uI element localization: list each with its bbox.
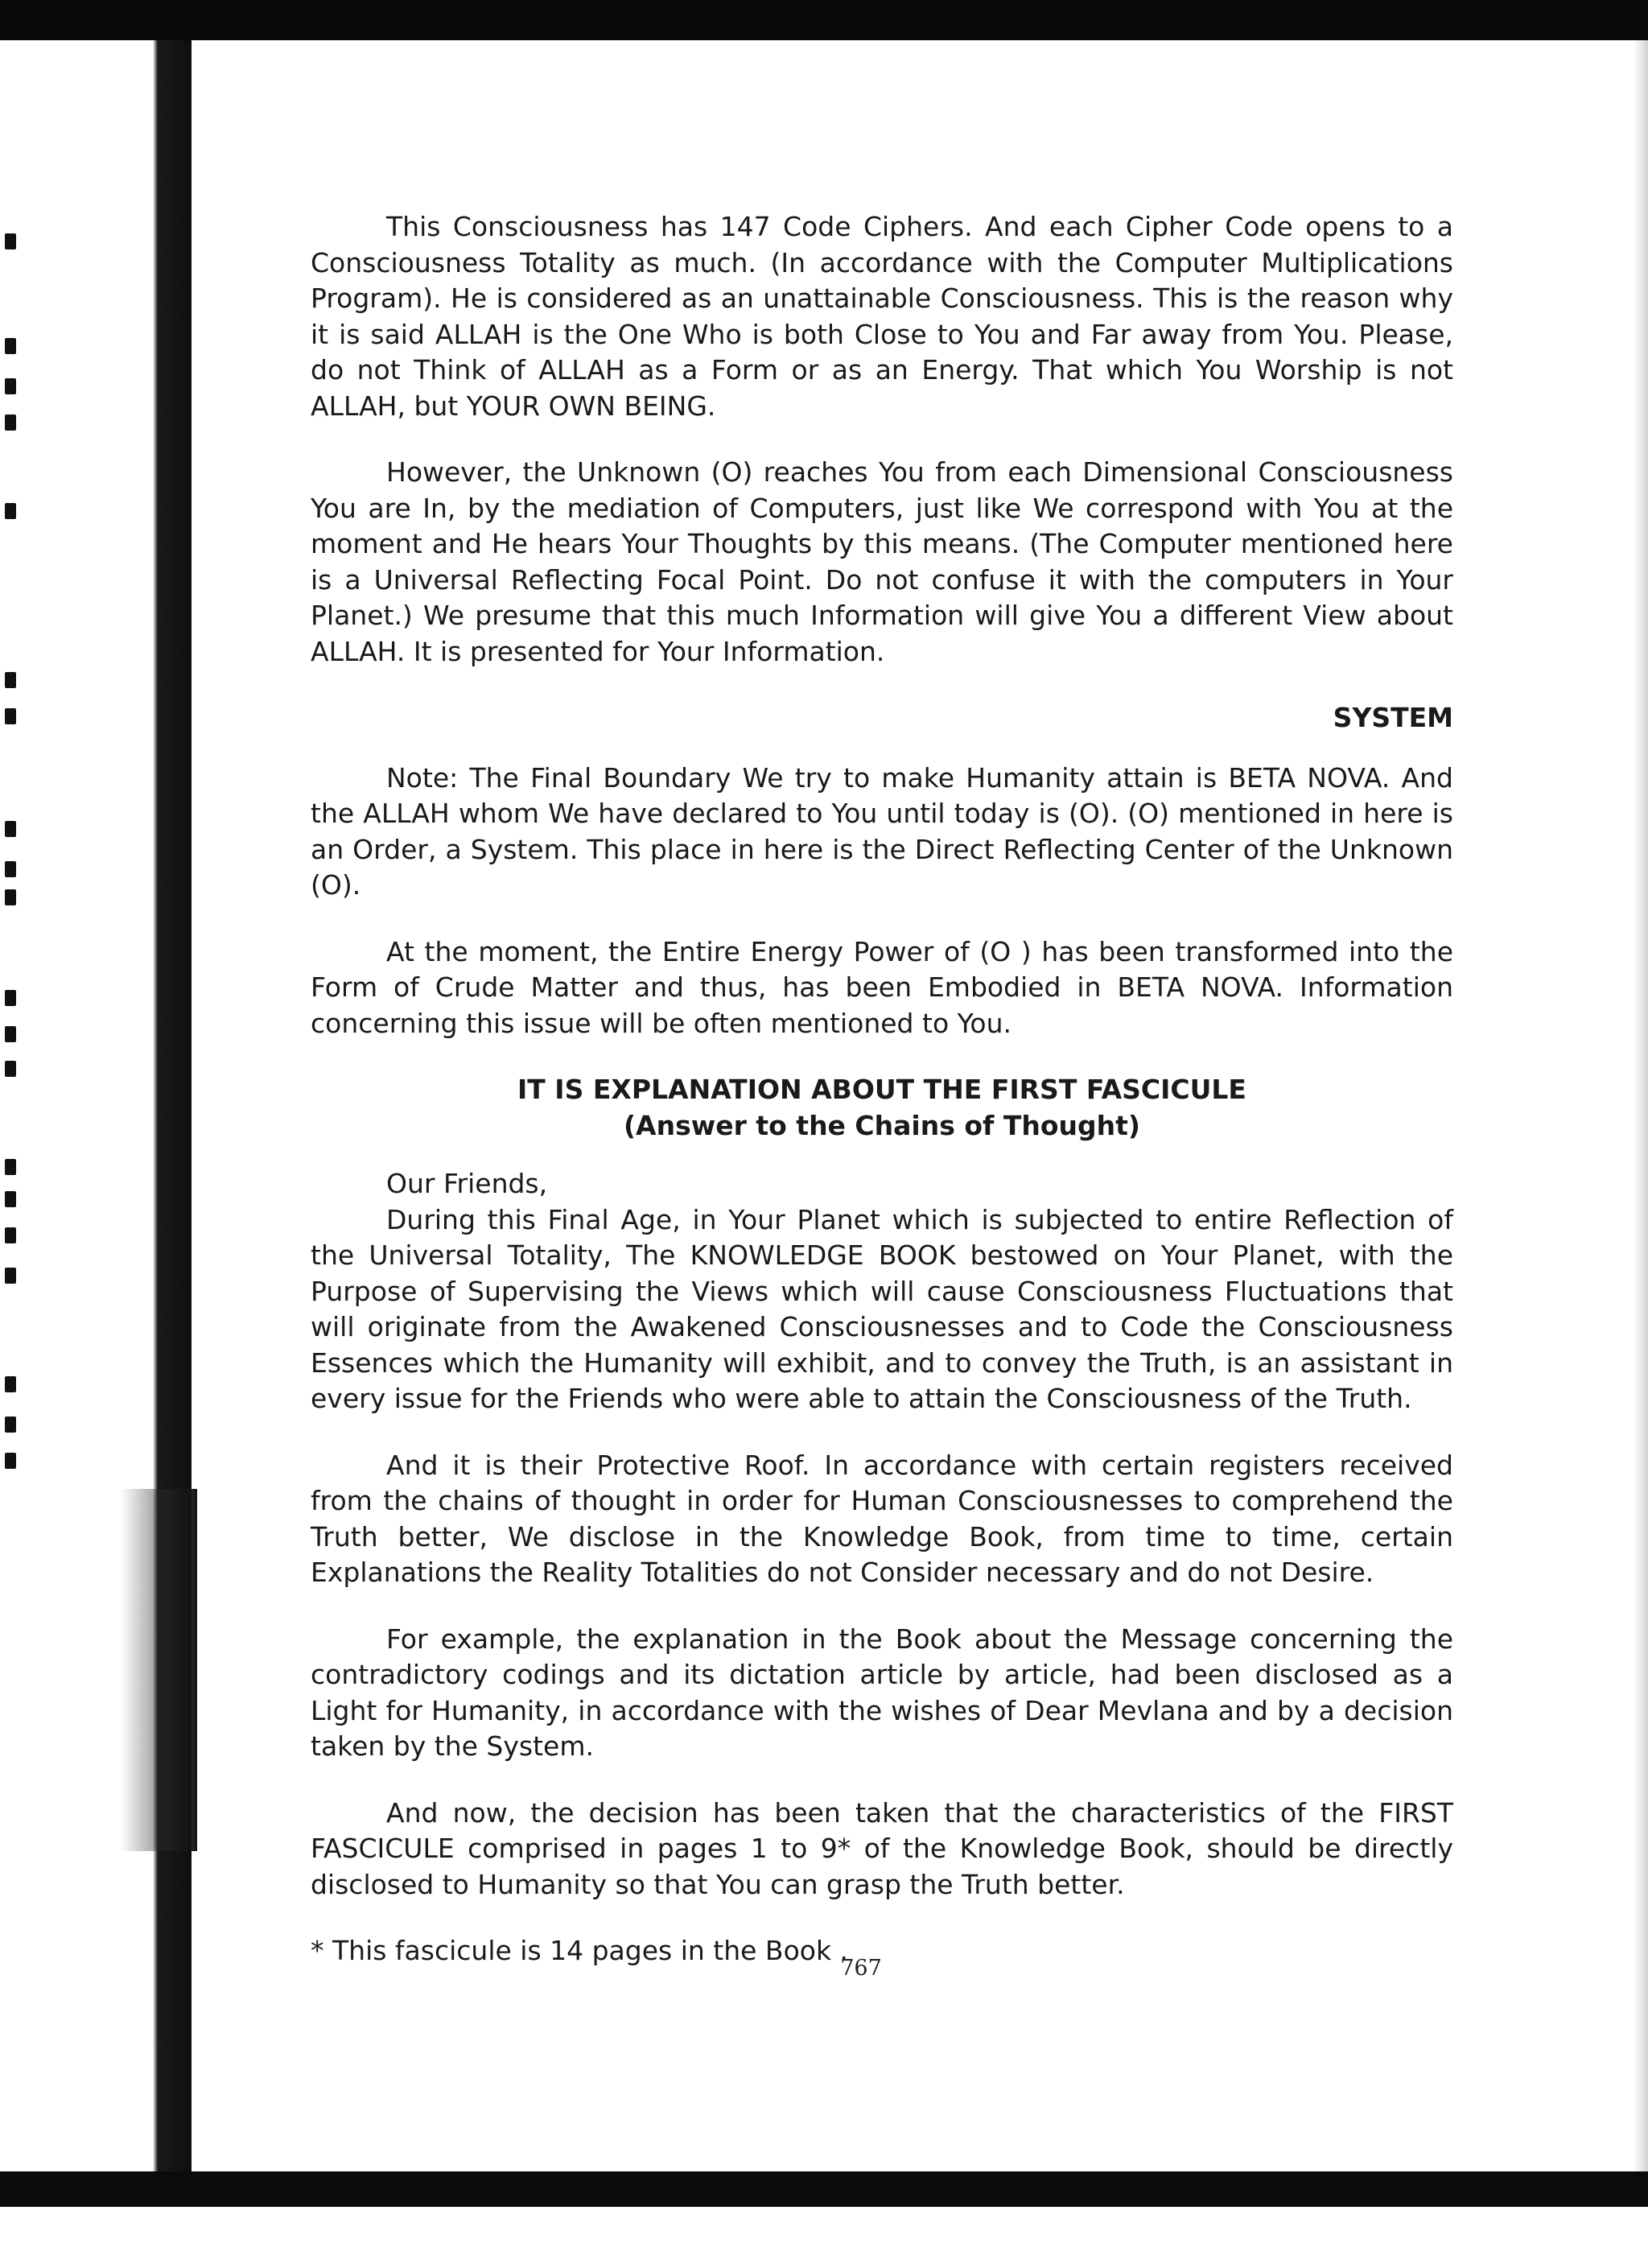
scan-binding-shadow — [121, 1489, 197, 1851]
body-paragraph: And it is their Protective Roof. In accordance with certain registers received from the chains of thought in order for Human Consciousnesses to comprehend the Truth better, We disclose in the Knowledge Book, from time to time, certain Explanations the Reality Totalities do not Consider necessary and do not Desire. — [311, 1449, 1453, 1588]
margin-artifact — [5, 821, 16, 837]
margin-artifact — [5, 1416, 16, 1433]
section-title: IT IS EXPLANATION ABOUT THE FIRST FASCICULE — [517, 1074, 1246, 1105]
page-number: 767 — [840, 1956, 882, 1981]
margin-artifact — [5, 990, 16, 1006]
body-paragraph: During this Final Age, in Your Planet which is subjected to entire Reflection of the Universal Totality, The KNOWLEDGE BOOK bestowed on Your Planet, with the Purpose of Supervising the Views which will cause Consciousness Fluctuations that will originate from the Awakened Consciousnesses and to Code the Consciousness Essences which the Humanity will exhibit, and to convey the Truth, is an assistant in every issue for the Friends who were able to attain the Consciousness of the Truth. — [311, 1203, 1453, 1414]
scan-border-bottom — [0, 2171, 1648, 2268]
body-paragraph: At the moment, the Entire Energy Power of (O ) has been transformed into the Form of Crude Matter and thus, has been Embodied in BETA NOVA. Information concerning this issue will be often mentioned to You. — [311, 935, 1453, 1039]
margin-artifact — [5, 861, 16, 877]
margin-artifact — [5, 378, 16, 394]
margin-artifact — [5, 1453, 16, 1469]
margin-artifact — [5, 1376, 16, 1392]
margin-artifact — [5, 1061, 16, 1077]
margin-artifact — [5, 1227, 16, 1243]
margin-artifact — [5, 1159, 16, 1175]
salutation: Our Friends, — [386, 1168, 548, 1199]
footnote: * This fascicule is 14 pages in the Book . — [311, 1935, 849, 1966]
section-subtitle: (Answer to the Chains of Thought) — [623, 1109, 1141, 1141]
margin-artifact — [5, 672, 16, 688]
margin-artifact — [5, 889, 16, 905]
margin-artifact — [5, 1268, 16, 1284]
body-paragraph: And now, the decision has been taken that the characteristics of the FIRST FASCICULE comprised in pages 1 to 9* of the Knowledge Book, should be directly disclosed to Humanity so that You can grasp the Truth better. — [311, 1796, 1453, 1900]
margin-artifact — [5, 503, 16, 519]
section-heading-system: SYSTEM — [1333, 702, 1453, 733]
body-paragraph: Note: The Final Boundary We try to make Humanity attain is BETA NOVA. And the ALLAH whom We have declared to You until today is (O). (O) mentioned in here is an Order, a System. This place in here is the Direct Reflecting Center of the Unknown (O). — [311, 761, 1453, 901]
scan-border-top — [0, 0, 1648, 40]
document-body — [311, 209, 1453, 2000]
body-paragraph: However, the Unknown (O) reaches You from each Dimensional Consciousness You are In, by the mediation of Computers, just like We correspond with You at the moment and He hears Your Thoughts by this means. (The Computer mentioned here is a Universal Reflecting Focal Point. Do not confuse it with the computers in Your Planet.) We presume that this much Information will give You a different View about ALLAH. It is presented for Your Information. — [311, 456, 1453, 667]
body-paragraph: For example, the explanation in the Book about the Message concerning the contradictory codings and its dictation article by article, had been disclosed as a Light for Humanity, in accordance with the wishes of Dear Mevlana and by a decision taken by the System. — [311, 1623, 1453, 1762]
margin-artifact — [5, 233, 16, 249]
margin-artifact — [5, 414, 16, 431]
margin-artifact — [5, 338, 16, 354]
scan-border-right — [1634, 40, 1648, 2173]
margin-artifact — [5, 1026, 16, 1042]
body-paragraph: This Consciousness has 147 Code Ciphers. And each Cipher Code opens to a Consciousness Totality as much. (In accordance with the Computer Multiplications Program). He is considered as an unattainable Consciousness. This is the reason why it is said ALLAH is the One Who is both Close to You and Far away from You. Please, do not Think of ALLAH as a Form or as an Energy. That which You Worship is not ALLAH, but YOUR OWN BEING. — [311, 211, 1453, 422]
section-heading-fascicule — [311, 1072, 1453, 1144]
margin-artifact — [5, 708, 16, 724]
margin-artifact — [5, 1191, 16, 1207]
scan-border-left — [0, 40, 192, 2173]
